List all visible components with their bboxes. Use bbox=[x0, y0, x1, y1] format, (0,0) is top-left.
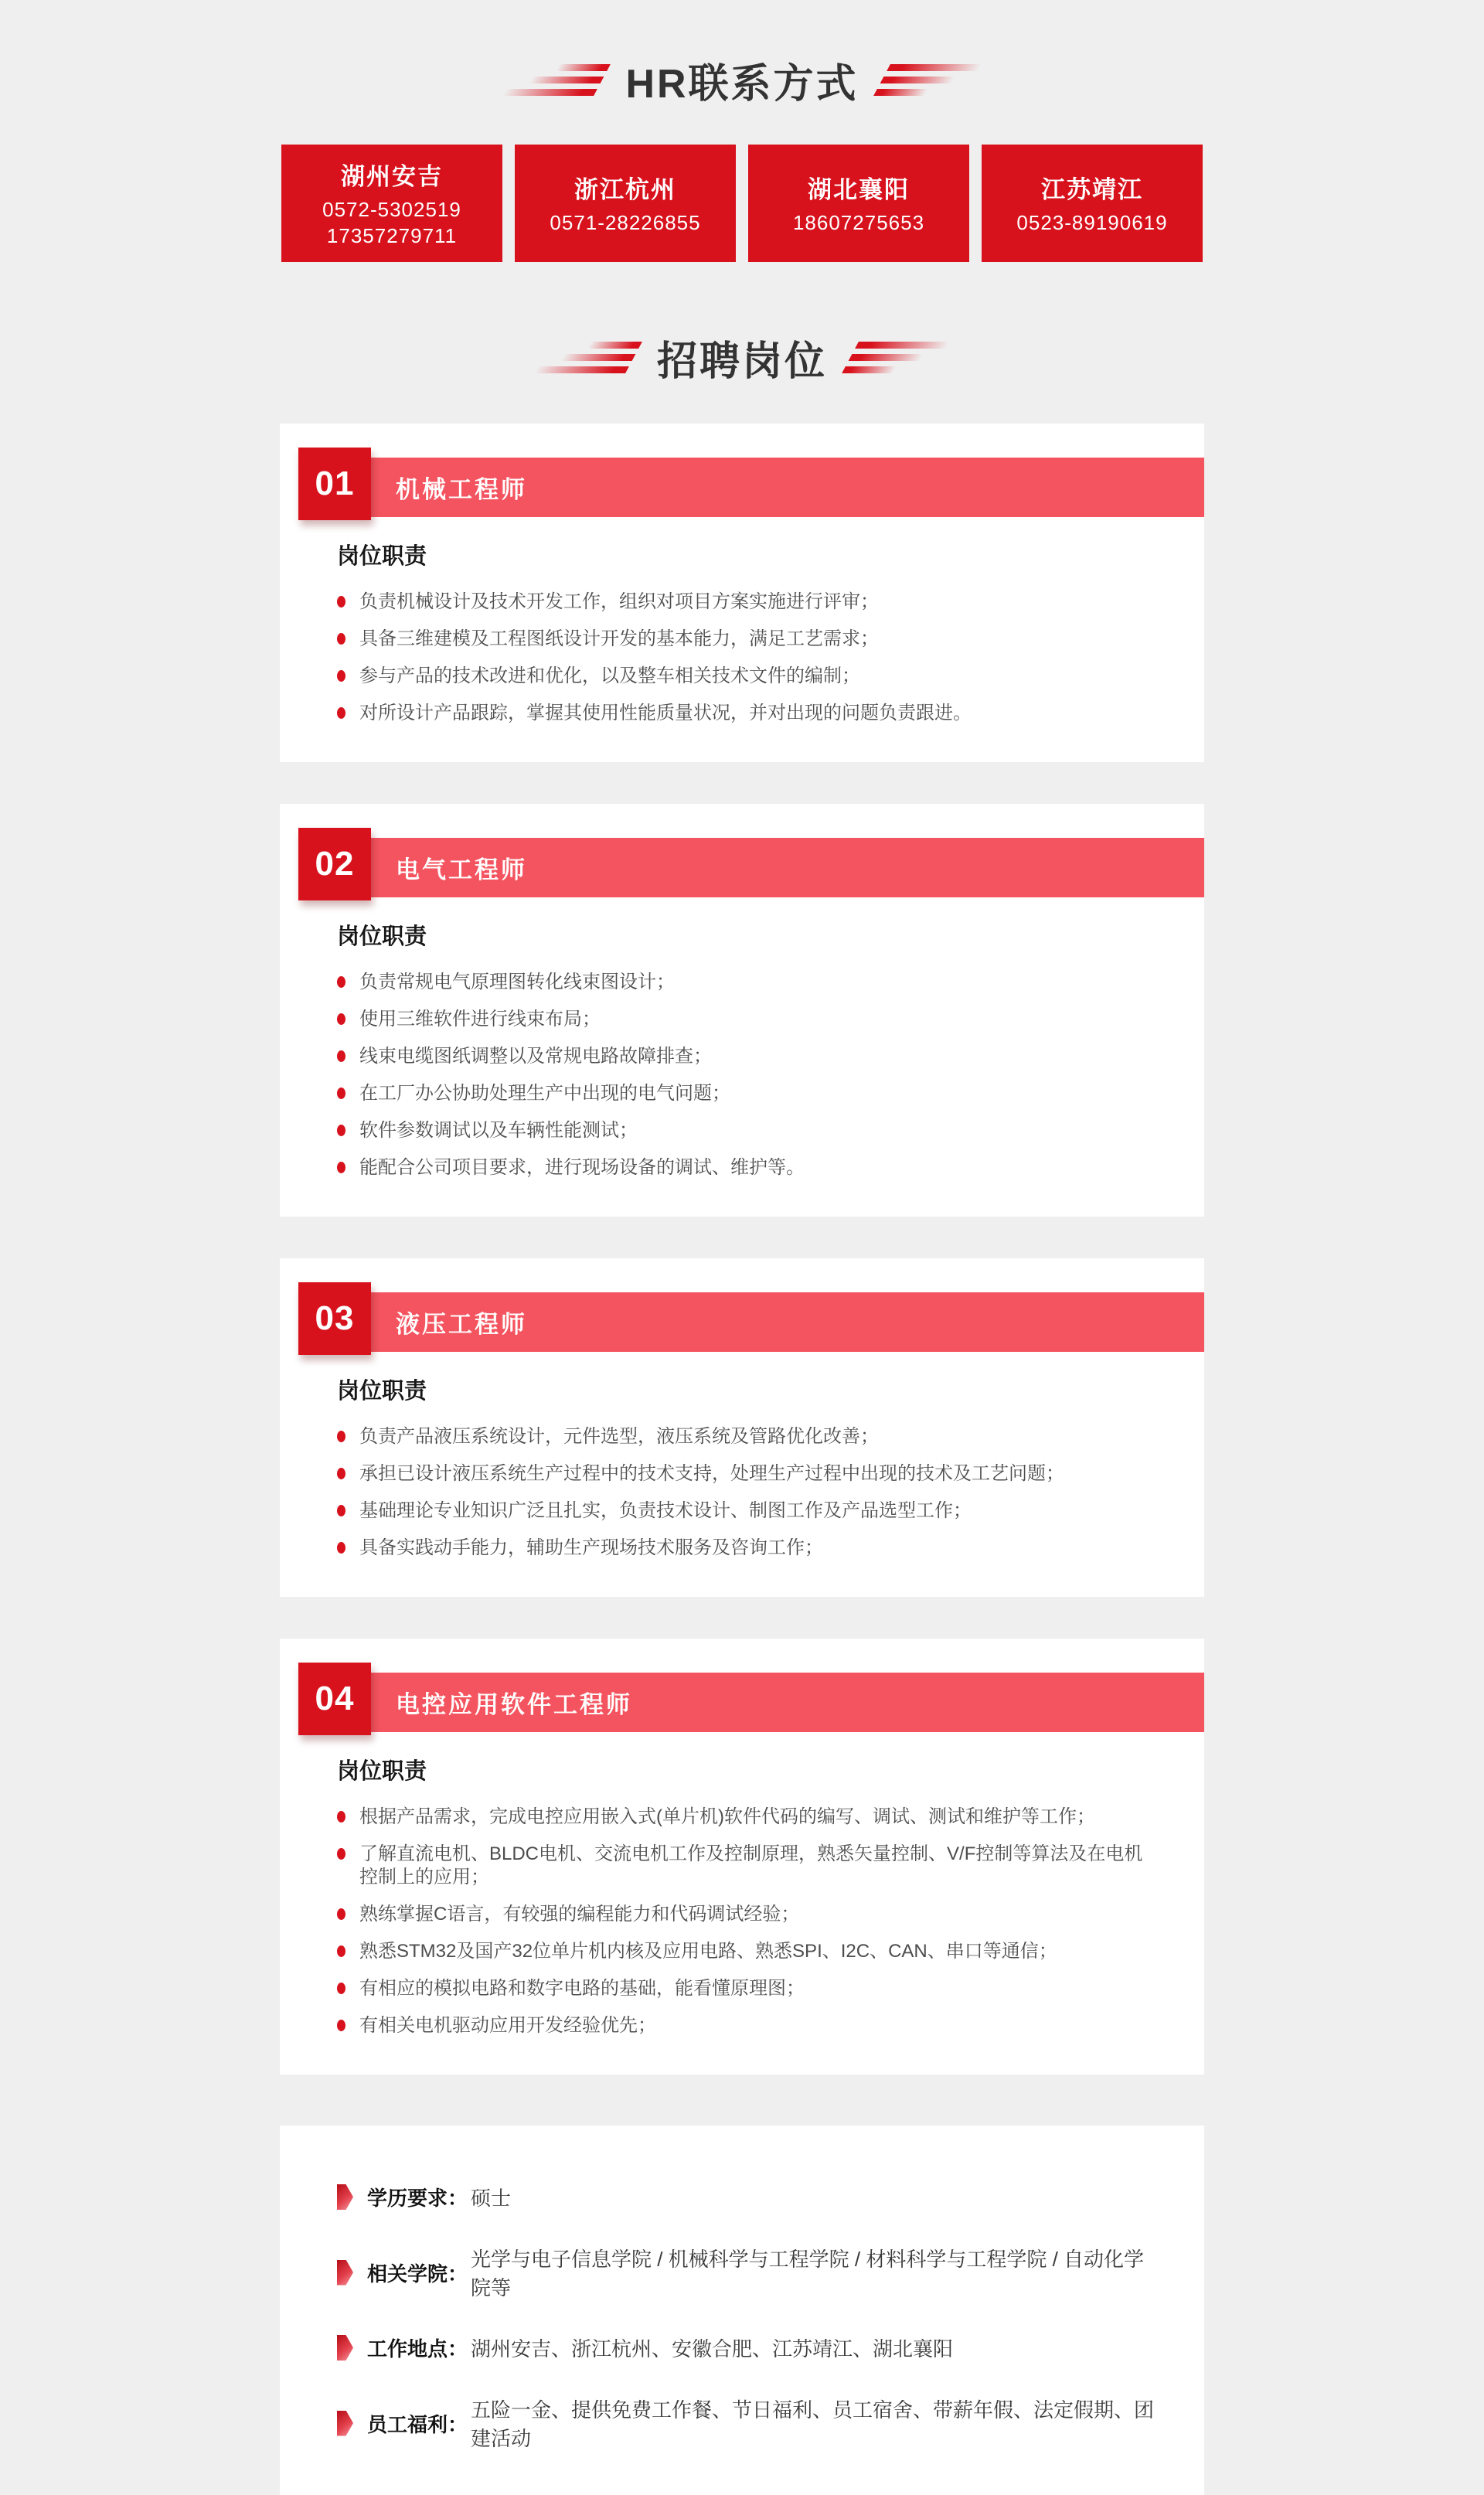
contact-phone bbox=[1016, 210, 1167, 237]
duty-item bbox=[337, 1940, 1161, 1963]
hr-contact-title: HR联系方式 bbox=[625, 62, 859, 107]
duty-text: 具备三维建模及工程图纸设计开发的基本能力，满足工艺需求； bbox=[359, 628, 879, 649]
job-card-electrical-engineer bbox=[280, 804, 1204, 1217]
duty-text: 在工厂办公协助处理生产中出现的电气问题； bbox=[359, 1083, 730, 1104]
bullet-dot-icon bbox=[337, 1125, 345, 1136]
contact-card-row bbox=[281, 145, 1203, 262]
job-card-header bbox=[280, 1258, 1204, 1352]
contact-phone bbox=[550, 210, 700, 237]
duty-item bbox=[337, 1537, 1161, 1560]
duty-item bbox=[337, 1425, 1161, 1448]
job-card-body bbox=[280, 517, 1204, 750]
jobs-section-title bbox=[0, 328, 1484, 386]
job-title-band bbox=[325, 1673, 1204, 1732]
duty-item bbox=[337, 1977, 1161, 2000]
job-card-header bbox=[280, 1639, 1204, 1732]
contact-phone-line: 17357279711 bbox=[326, 224, 458, 247]
contact-card-huzhou-anji bbox=[281, 145, 502, 262]
job-title-band bbox=[325, 458, 1204, 517]
job-card-mechanical-engineer bbox=[280, 424, 1204, 762]
speed-lines-icon bbox=[842, 342, 950, 373]
job-title: 机械工程师 bbox=[396, 476, 527, 503]
job-number-badge: 02 bbox=[298, 828, 371, 900]
bullet-dot-icon bbox=[337, 1431, 345, 1442]
job-title: 电气工程师 bbox=[396, 856, 527, 883]
duty-list bbox=[337, 971, 1161, 1179]
bullet-dot-icon bbox=[337, 1908, 345, 1920]
bullet-dot-icon bbox=[337, 1162, 345, 1173]
arrow-marker-icon bbox=[337, 2260, 353, 2286]
summary-label: 员工福利： bbox=[367, 2412, 468, 2436]
duty-text: 参与产品的技术改进和优化，以及整车相关技术文件的编制； bbox=[359, 665, 860, 686]
summary-label: 工作地点： bbox=[367, 2337, 468, 2361]
summary-value: 湖州安吉、浙江杭州、安徽合肥、江苏靖江、湖北襄阳 bbox=[471, 2337, 954, 2361]
speed-lines-icon bbox=[534, 342, 642, 373]
summary-value: 硕士 bbox=[471, 2187, 512, 2210]
duty-item bbox=[337, 1082, 1161, 1105]
duty-text: 有相关电机驱动应用开发经验优先； bbox=[359, 2015, 656, 2036]
bullet-dot-icon bbox=[337, 1542, 345, 1554]
duty-text: 熟悉STM32及国产32位单片机内核及应用电路、熟悉SPI、I2C、CAN、串口等通信； bbox=[359, 1941, 1057, 1962]
duty-text: 具备实践动手能力，辅助生产现场技术服务及咨询工作； bbox=[359, 1537, 823, 1558]
duty-list bbox=[337, 1806, 1161, 2037]
duty-item bbox=[337, 665, 1161, 688]
duty-text: 对所设计产品跟踪，掌握其使用性能质量状况，并对出现的问题负责跟进。 bbox=[359, 703, 972, 723]
duty-item bbox=[337, 2014, 1161, 2037]
duty-list bbox=[337, 591, 1161, 725]
job-number-badge: 01 bbox=[298, 448, 371, 520]
duty-text: 线束电缆图纸调整以及常规电路故障排查； bbox=[359, 1046, 712, 1067]
duty-item bbox=[337, 1843, 1161, 1889]
contact-card-zhejiang-hangzhou bbox=[515, 145, 736, 262]
summary-row-benefits bbox=[337, 2395, 1161, 2452]
duty-item bbox=[337, 1499, 1161, 1523]
job-card-list bbox=[280, 424, 1204, 2075]
job-card-header bbox=[280, 424, 1204, 517]
arrow-marker-icon bbox=[337, 2184, 353, 2210]
bullet-dot-icon bbox=[337, 1013, 345, 1025]
contact-phone-line: 0571-28226855 bbox=[550, 211, 701, 235]
duty-item bbox=[337, 628, 1161, 651]
duty-section-label: 岗位职责 bbox=[337, 544, 427, 569]
summary-value: 光学与电子信息学院 / 机械科学与工程学院 / 材料科学与工程学院 / 自动化学院等 bbox=[471, 2248, 1145, 2299]
job-title: 电控应用软件工程师 bbox=[396, 1691, 632, 1718]
job-card-body bbox=[280, 1732, 1204, 2062]
duty-item bbox=[337, 591, 1161, 614]
duty-item bbox=[337, 971, 1161, 994]
arrow-marker-icon bbox=[337, 2335, 353, 2361]
bullet-dot-icon bbox=[337, 1811, 345, 1823]
duty-text: 负责常规电气原理图转化线束图设计； bbox=[359, 972, 675, 992]
duty-text: 承担已设计液压系统生产过程中的技术支持，处理生产过程中出现的技术及工艺问题； bbox=[359, 1463, 1064, 1484]
arrow-marker-icon bbox=[337, 2411, 353, 2436]
contact-city: 湖州安吉 bbox=[341, 163, 443, 191]
duty-text: 基础理论专业知识广泛且扎实，负责技术设计、制图工作及产品选型工作； bbox=[359, 1500, 972, 1521]
bullet-dot-icon bbox=[337, 1505, 345, 1516]
duty-section-label: 岗位职责 bbox=[337, 1759, 427, 1784]
jobs-title: 招聘岗位 bbox=[656, 339, 827, 384]
duty-text: 负责产品液压系统设计，元件选型，液压系统及管路优化改善； bbox=[359, 1426, 879, 1447]
duty-text: 使用三维软件进行线束布局； bbox=[359, 1009, 601, 1030]
bullet-dot-icon bbox=[337, 596, 345, 608]
duty-item bbox=[337, 1806, 1161, 1829]
bullet-dot-icon bbox=[337, 976, 345, 988]
bullet-dot-icon bbox=[337, 707, 345, 719]
duty-text: 负责机械设计及技术开发工作，组织对项目方案实施进行评审； bbox=[359, 591, 879, 612]
speed-lines-icon bbox=[873, 64, 982, 96]
summary-value: 五险一金、提供免费工作餐、节日福利、员工宿舍、带薪年假、法定假期、团建活动 bbox=[471, 2398, 1155, 2450]
bullet-dot-icon bbox=[337, 1945, 345, 1957]
duty-text: 了解直流电机、BLDC电机、交流电机工作及控制原理，熟悉矢量控制、V/F控制等算法及在电机控制上的应用； bbox=[359, 1843, 1143, 1887]
contact-city: 湖北襄阳 bbox=[808, 176, 910, 204]
contact-phone-line: 18607275653 bbox=[792, 211, 925, 235]
job-card-motor-control-software-engineer bbox=[280, 1639, 1204, 2075]
job-card-body bbox=[280, 897, 1204, 1204]
contact-phone-line: 0523-89190619 bbox=[1016, 211, 1168, 235]
summary-row-education bbox=[337, 2183, 1161, 2211]
duty-text: 有相应的模拟电路和数字电路的基础，能看懂原理图； bbox=[359, 1978, 805, 1999]
contact-phone bbox=[322, 197, 461, 250]
duty-section-label: 岗位职责 bbox=[337, 924, 427, 949]
bullet-dot-icon bbox=[337, 1468, 345, 1479]
bullet-dot-icon bbox=[337, 670, 345, 682]
summary-label: 学历要求： bbox=[367, 2187, 468, 2210]
job-title-band bbox=[325, 1292, 1204, 1352]
duty-list bbox=[337, 1425, 1161, 1560]
duty-item bbox=[337, 1156, 1161, 1179]
contact-city: 江苏靖江 bbox=[1041, 176, 1143, 204]
job-number-badge: 03 bbox=[298, 1282, 371, 1355]
job-card-body bbox=[280, 1352, 1204, 1584]
summary-row-locations bbox=[337, 2333, 1161, 2362]
duty-item bbox=[337, 1119, 1161, 1142]
job-title: 液压工程师 bbox=[396, 1311, 527, 1338]
hr-contact-section-title bbox=[0, 0, 1484, 109]
duty-text: 能配合公司项目要求，进行现场设备的调试、维护等。 bbox=[359, 1157, 805, 1178]
requirements-summary-card bbox=[280, 2126, 1204, 2495]
job-title-band bbox=[325, 838, 1204, 897]
bullet-dot-icon bbox=[337, 1050, 345, 1062]
speed-lines-icon bbox=[503, 64, 611, 96]
bullet-dot-icon bbox=[337, 633, 345, 645]
duty-item bbox=[337, 1903, 1161, 1926]
summary-label: 相关学院： bbox=[367, 2262, 468, 2286]
bullet-dot-icon bbox=[337, 1848, 345, 1860]
contact-card-jiangsu-jingjiang bbox=[982, 145, 1203, 262]
bullet-dot-icon bbox=[337, 1983, 345, 1994]
bullet-dot-icon bbox=[337, 1088, 345, 1099]
job-card-header bbox=[280, 804, 1204, 897]
job-card-hydraulic-engineer bbox=[280, 1258, 1204, 1597]
duty-item bbox=[337, 1462, 1161, 1486]
duty-text: 根据产品需求，完成电控应用嵌入式(单片机)软件代码的编写、调试、测试和维护等工作； bbox=[359, 1806, 1095, 1827]
contact-card-hubei-xiangyang bbox=[748, 145, 969, 262]
duty-item bbox=[337, 702, 1161, 725]
job-number-badge: 04 bbox=[298, 1663, 371, 1735]
duty-text: 软件参数调试以及车辆性能测试； bbox=[359, 1120, 638, 1141]
duty-text: 熟练掌握C语言，有较强的编程能力和代码调试经验； bbox=[359, 1904, 800, 1925]
duty-section-label: 岗位职责 bbox=[337, 1379, 427, 1404]
summary-row-colleges bbox=[337, 2244, 1161, 2301]
contact-phone-line: 0572-5302519 bbox=[322, 198, 461, 222]
duty-item bbox=[337, 1008, 1161, 1031]
contact-phone bbox=[793, 210, 924, 237]
duty-item bbox=[337, 1045, 1161, 1068]
contact-city: 浙江杭州 bbox=[574, 176, 676, 204]
bullet-dot-icon bbox=[337, 2020, 345, 2031]
